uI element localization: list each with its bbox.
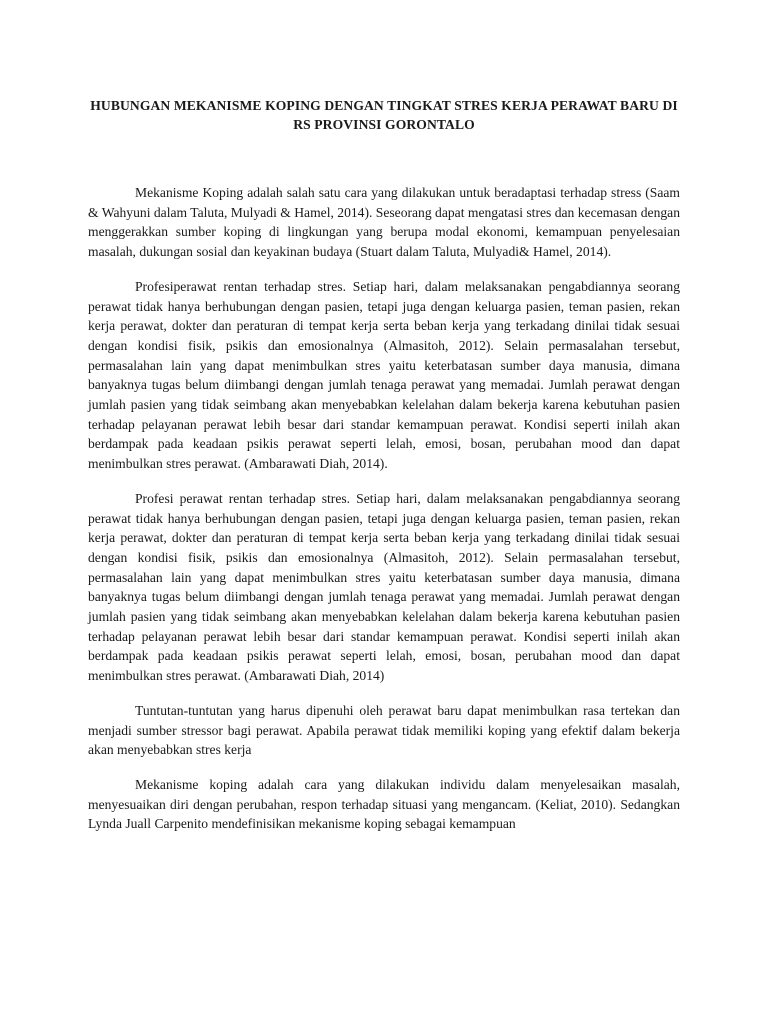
paragraph: Mekanisme koping adalah cara yang dilakukan individu dalam menyelesaikan masalah, menyesuaikan diri dengan perubahan, respon terhadap situasi yang mengancam. (Keliat, 2010). Sedangkan Lynda Juall Carpenito mendefinisikan mekanisme koping sebagai kemampuan	[88, 776, 680, 832]
paragraph: Profesiperawat rentan terhadap stres. Setiap hari, dalam melaksanakan pengabdiannya seorang perawat tidak hanya berhubungan dengan pasien, tetapi juga dengan keluarga pasien, teman pasien, rekan kerja perawat, dokter dan peraturan di tempat kerja serta beban kerja yang terkadang dinilai tidak sesuai dengan kondisi fisik, psikis dan emosionalnya (Almasitoh, 2012). Selain permasalahan tersebut, permasalahan lain yang dapat menimbulkan stres yaitu keterbatasan sumber daya manusia, dimana banyaknya tugas belum diimbangi dengan jumlah tenaga perawat yang memadai. Jumlah perawat dengan jumlah pasien yang tidak seimbang akan menyebabkan kelelahan dalam bekerja karena kebutuhan pasien terhadap pelayanan perawat lebih besar dari standar kemampuan perawat. Kondisi seperti inilah akan berdampak pada keadaan psikis perawat seperti lelah, emosi, bosan, perubahan mood dan dapat menimbulkan stres perawat. (Ambarawati Diah, 2014).	[88, 278, 680, 472]
paragraph: Profesi perawat rentan terhadap stres. Setiap hari, dalam melaksanakan pengabdiannya seorang perawat tidak hanya berhubungan dengan pasien, tetapi juga dengan keluarga pasien, teman pasien, rekan kerja perawat, dokter dan peraturan di tempat kerja serta beban kerja yang terkadang dinilai tidak sesuai dengan kondisi fisik, psikis dan emosionalnya (Almasitoh, 2012). Selain permasalahan tersebut, permasalahan lain yang dapat menimbulkan stres yaitu keterbatasan sumber daya manusia, dimana banyaknya tugas belum diimbangi dengan jumlah tenaga perawat yang memadai. Jumlah perawat dengan jumlah pasien yang tidak seimbang akan menyebabkan kelelahan dalam bekerja karena kebutuhan pasien terhadap pelayanan perawat lebih besar dari standar kemampuan perawat. Kondisi seperti inilah akan berdampak pada keadaan psikis perawat seperti lelah, emosi, bosan, perubahan mood dan dapat menimbulkan stres perawat. (Ambarawati Diah, 2014)	[88, 490, 680, 684]
document-title: HUBUNGAN MEKANISME KOPING DENGAN TINGKAT STRES KERJA PERAWAT BARU DI RS PROVINSI GORONTALO	[90, 98, 678, 132]
paragraph: Tuntutan-tuntutan yang harus dipenuhi oleh perawat baru dapat menimbulkan rasa tertekan dan menjadi sumber stressor bagi perawat. Apabila perawat tidak memiliki koping yang efektif dalam bekerja akan menyebabkan stres kerja	[88, 702, 680, 758]
paragraph: Mekanisme Koping adalah salah satu cara yang dilakukan untuk beradaptasi terhadap stress (Saam & Wahyuni dalam Taluta, Mulyadi & Hamel, 2014). Seseorang dapat mengatasi stres dan kecemasan dengan menggerakkan sumber koping di lingkungan yang berupa modal ekonomi, kemampuan penyelesaian masalah, dukungan sosial dan keyakinan budaya (Stuart dalam Taluta, Mulyadi& Hamel, 2014).	[88, 185, 681, 260]
document-body	[88, 183, 680, 849]
